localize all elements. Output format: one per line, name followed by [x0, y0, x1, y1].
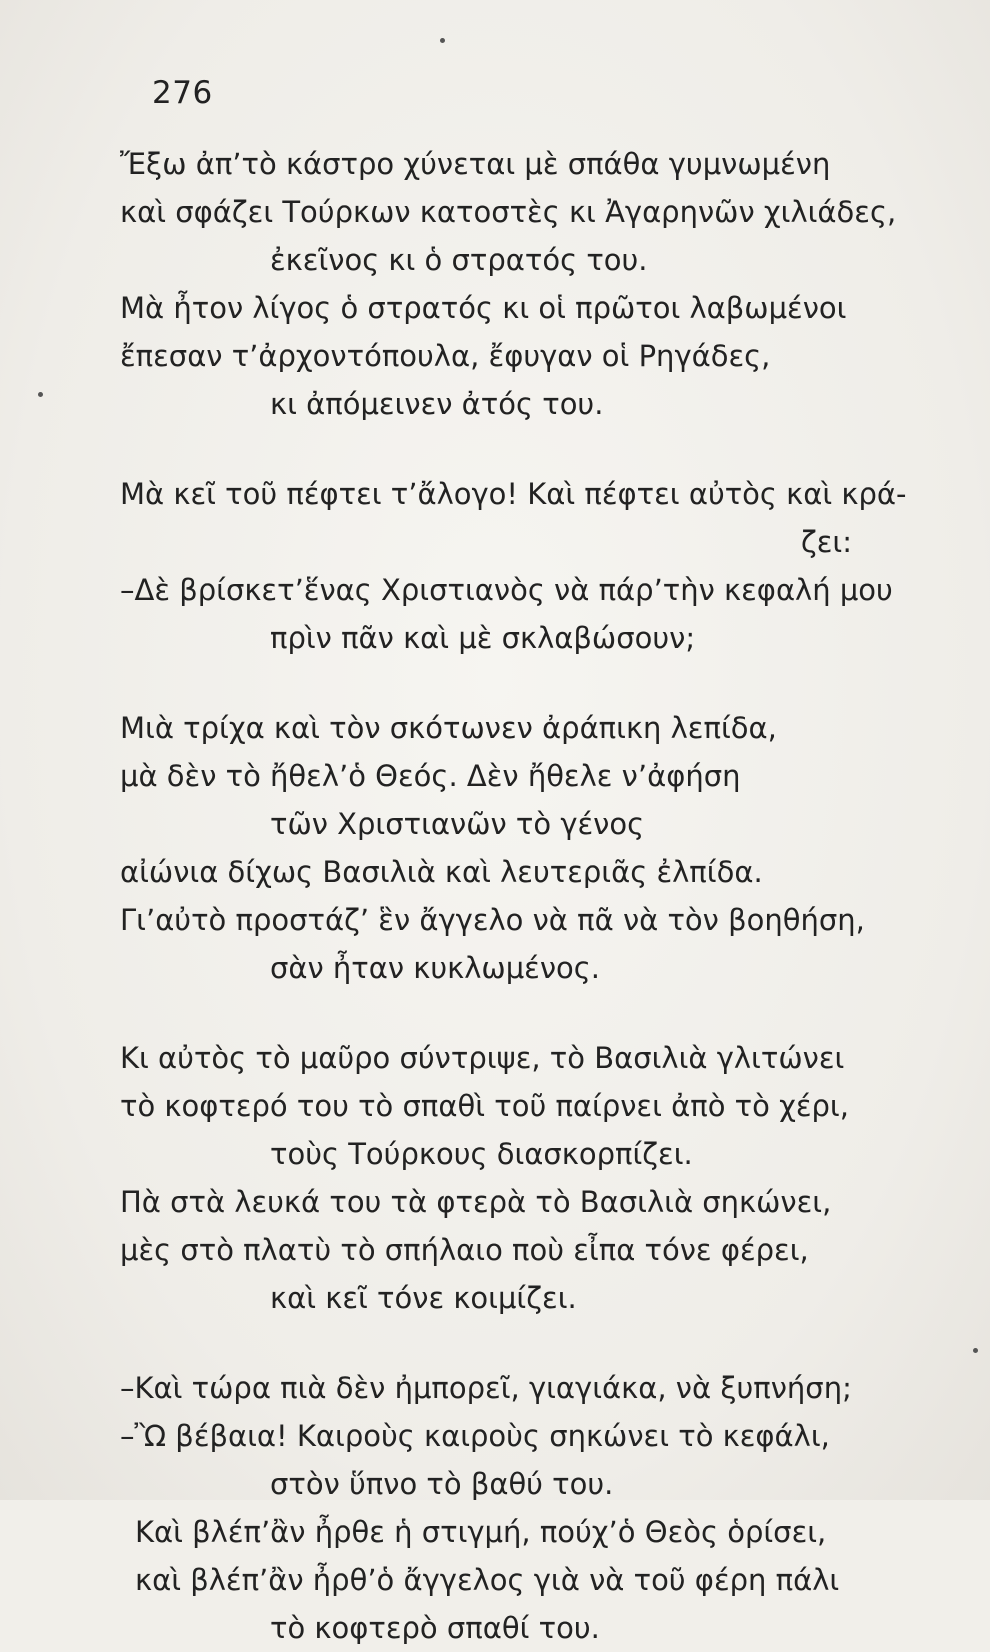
poem-line: τὸ κοφτερὸ σπαθί του. — [270, 1611, 600, 1645]
poem-line: τοὺς Τούρκους διασκορπίζει. — [270, 1137, 693, 1171]
poem-line: Μὰ ἦτον λίγος ὁ στρατός κι οἱ πρῶτοι λαβωμένοι — [120, 291, 847, 325]
poem-line: καὶ κεῖ τόνε κοιμίζει. — [270, 1281, 577, 1315]
stanza — [120, 470, 940, 662]
stanza — [120, 1034, 940, 1322]
speck-mark — [38, 392, 43, 397]
poem-line: καὶ σφάζει Τούρκων κατοστὲς κι Ἀγαρηνῶν χιλιάδες, — [120, 195, 897, 229]
poem-line: Κι αὐτὸς τὸ μαῦρο σύντριψε, τὸ Βασιλιὰ γλιτώνει — [120, 1041, 845, 1075]
stanza — [120, 1364, 940, 1652]
poem-line: Μὰ κεῖ τοῦ πέφτει τ’ἄλογο! Καὶ πέφτει αὐτὸς καὶ κρά- — [120, 477, 907, 511]
poem-line: Πὰ στὰ λευκά του τὰ φτερὰ τὸ Βασιλιὰ σηκώνει, — [120, 1185, 832, 1219]
poem-line: μὲς στὸ πλατὺ τὸ σπήλαιο ποὺ εἶπα τόνε φέρει, — [120, 1233, 809, 1267]
poem-line: –Δὲ βρίσκετ’ἕνας Χριστιανὸς νὰ πάρ’τὴν κεφαλή μου — [120, 573, 893, 607]
poem-line: ἐκεῖνος κι ὁ στρατός του. — [270, 243, 648, 277]
poem-line: αἰώνια δίχως Βασιλιὰ καὶ λευτεριᾶς ἐλπίδα. — [120, 855, 763, 889]
poem-line: Καὶ βλέπ’ἂν ἦρθε ἡ στιγμή, πούχ’ὁ Θεὸς ὁρίσει, — [135, 1515, 827, 1549]
poem-text — [120, 140, 940, 1652]
poem-line: Μιὰ τρίχα καὶ τὸν σκότωνεν ἀράπικη λεπίδα, — [120, 711, 777, 745]
poem-line: κι ἀπόμεινεν ἀτός του. — [270, 387, 604, 421]
poem-line: Ἔξω ἀπ’τὸ κάστρο χύνεται μὲ σπάθα γυμνωμένη — [120, 147, 831, 181]
stanza — [120, 704, 940, 992]
poem-line: τῶν Χριστιανῶν τὸ γένος — [270, 807, 645, 841]
poem-line: πρὶν πᾶν καὶ μὲ σκλαβώσουν; — [270, 621, 696, 655]
speck-mark — [973, 1348, 978, 1353]
speck-mark — [440, 38, 445, 43]
page-number: 276 — [152, 75, 213, 111]
poem-line: –Καὶ τώρα πιὰ δὲν ἠμπορεῖ, γιαγιάκα, νὰ ξυπνήση; — [120, 1371, 852, 1405]
poem-line: καὶ βλέπ’ἂν ἦρθ’ὁ ἄγγελος γιὰ νὰ τοῦ φέρη πάλι — [135, 1563, 840, 1597]
poem-line: σὰν ἦταν κυκλωμένος. — [270, 951, 601, 985]
poem-line: –Ὢ βέβαια! Καιροὺς καιροὺς σηκώνει τὸ κεφάλι, — [120, 1419, 830, 1453]
poem-line: ἔπεσαν τ’ἀρχοντόπουλα, ἔφυγαν οἱ Ρηγάδες, — [120, 339, 771, 373]
poem-line: τὸ κοφτερό του τὸ σπαθὶ τοῦ παίρνει ἀπὸ τὸ χέρι, — [120, 1089, 849, 1123]
stanza — [120, 140, 940, 428]
poem-line: Γι’αὐτὸ προστάζ’ ἓν ἄγγελο νὰ πᾶ νὰ τὸν βοηθήση, — [120, 903, 865, 937]
poem-line: μὰ δὲν τὸ ἤθελ’ὁ Θεός. Δὲν ἤθελε ν’ἀφήση — [120, 759, 741, 793]
poem-line: στὸν ὕπνο τὸ βαθύ του. — [270, 1467, 614, 1501]
poem-line: ζει: — [800, 525, 852, 559]
